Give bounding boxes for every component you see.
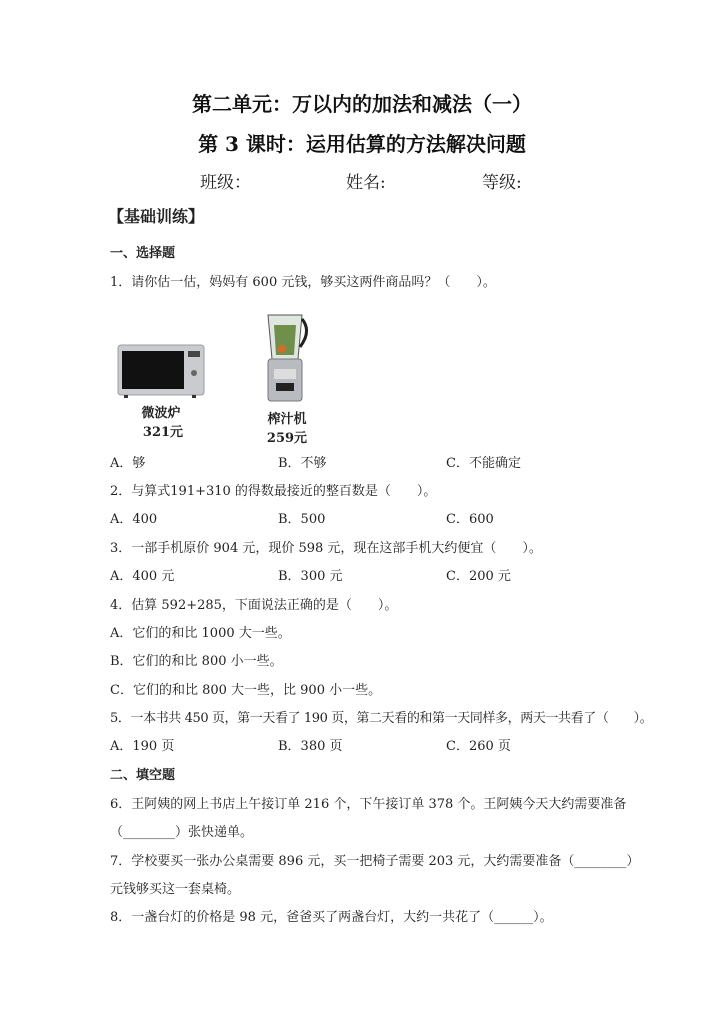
question-7-cont: 元钱够买这一套桌椅。 — [110, 882, 241, 897]
option-c: C．600 — [446, 512, 494, 527]
option-a: A．够 — [110, 456, 146, 471]
question-1: 1．请你估一估，妈妈有 600 元钱，够买这两件商品吗？（ ）。 — [110, 275, 496, 290]
question-4: 4．估算 592+285，下面说法正确的是（ ）。 — [110, 598, 398, 613]
class-label: 班级： — [200, 173, 251, 193]
option-c: C．它们的和比 800 大一些，比 900 小一些。 — [110, 683, 382, 698]
option-b: B．它们的和比 800 小一些。 — [110, 654, 283, 669]
page-title: 第二单元：万以内的加法和减法（一） — [192, 92, 532, 116]
question-7: 7．学校要买一张办公桌需要 896 元，买一把椅子需要 203 元，大约需要准备（________） — [110, 854, 640, 869]
page-subtitle: 第 3 课时：运用估算的方法解决问题 — [198, 132, 526, 156]
name-label: 姓名: — [346, 173, 386, 193]
option-c: C．不能确定 — [446, 456, 521, 471]
option-c: C．260 页 — [446, 739, 511, 754]
microwave-image — [116, 343, 206, 399]
product-price: 321元 — [142, 425, 184, 440]
option-b: B．500 — [278, 512, 326, 527]
option-b: B．不够 — [278, 456, 327, 471]
part1-heading: 一、选择题 — [110, 246, 176, 261]
option-a: A．400 元 — [110, 569, 175, 584]
question-8: 8．一盏台灯的价格是 98 元，爸爸买了两盏台灯，大约一共花了（______）。 — [110, 910, 553, 925]
section-heading: 【基础训练】 — [108, 207, 205, 226]
question-6: 6．王阿姨的网上书店上午接订单 216 个，下午接订单 378 个。王阿姨今天大约需要准备 — [110, 797, 627, 812]
question-5: 5．一本书共 450 页，第一天看了 190 页，第二天看的和第一天同样多，两天一共看了（ ）。 — [110, 711, 653, 726]
option-a: A．400 — [110, 512, 158, 527]
question-3: 3．一部手机原价 904 元，现价 598 元，现在这部手机大约便宜（ ）。 — [110, 541, 542, 556]
part2-heading: 二、填空题 — [110, 768, 176, 783]
option-c: C．200 元 — [446, 569, 511, 584]
option-b: B．380 页 — [278, 739, 343, 754]
product-name: 微波炉 — [141, 406, 181, 421]
option-a: A．190 页 — [110, 739, 175, 754]
juicer-image — [262, 311, 312, 403]
product-price: 259元 — [266, 431, 308, 446]
grade-label: 等级: — [482, 173, 522, 193]
question-6-blank: （________）张快递单。 — [110, 825, 254, 840]
option-b: B．300 元 — [278, 569, 343, 584]
option-a: A．它们的和比 1000 大一些。 — [110, 626, 291, 641]
question-2: 2．与算式191+310 的得数最接近的整百数是（ ）。 — [110, 484, 437, 499]
product-name: 榨汁机 — [267, 412, 307, 427]
